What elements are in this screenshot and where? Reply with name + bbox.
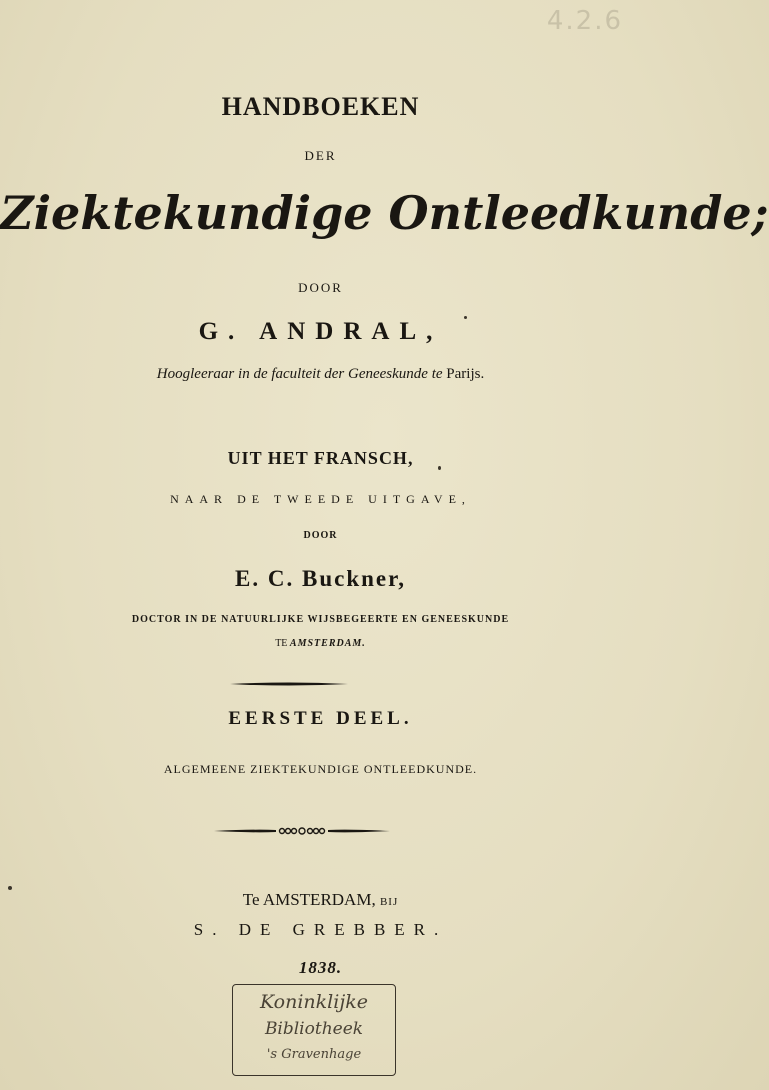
translator-name: E. C. Buckner, [235,566,406,591]
series-title: HANDBOEKEN [221,92,420,121]
signature-line-1: Koninklijke [260,991,368,1013]
translator-place-prefix: TE [275,638,288,649]
ink-speck [438,466,441,470]
ornamental-rule-top [230,682,348,686]
ink-speck [8,886,12,890]
author-role-city: Parijs. [446,366,485,382]
author-role-text: Hoogleeraar in de faculteit der Geneeskunde te [156,366,443,382]
author-name: G. ANDRAL, [198,318,443,345]
volume-subtitle: ALGEMEENE ZIEKTEKUNDIGE ONTLEEDKUNDE. [163,762,478,776]
imprint-publisher: S. DE GREBBER. [193,920,448,939]
translator-place [0,638,641,649]
translator-place-city: AMSTERDAM. [289,638,366,649]
volume-heading: EERSTE DEEL. [228,708,413,729]
ink-speck [464,316,467,319]
translation-heading: UIT HET FRANSCH, [227,448,414,468]
ornamental-rule-bottom [214,826,390,836]
imprint-city-name: AMSTERDAM, [262,890,376,909]
pencil-shelfmark: 4.2.6 [546,6,623,36]
author-role [0,366,641,383]
main-title: Ziektekundige Ontleedkunde; [0,186,769,240]
edition-note: NAAR DE TWEEDE UITGAVE, [170,492,471,506]
door-label: DOOR [298,280,343,295]
imprint-city [0,890,641,910]
signature-line-3: 's Gravenhage [266,1047,362,1062]
signature-line-2: Bibliotheek [264,1019,364,1039]
library-ownership-signature [232,984,396,1076]
imprint-city-prefix: Te [242,890,260,909]
imprint-year: 1838. [298,958,343,977]
der-label: DER [304,148,337,163]
translator-role: DOCTOR IN DE NATUURLIJKE WIJSBEGEERTE EN GENEESKUNDE [131,614,510,625]
translator-door-label: DOOR [303,530,338,541]
imprint-bij: BIJ [379,896,399,908]
